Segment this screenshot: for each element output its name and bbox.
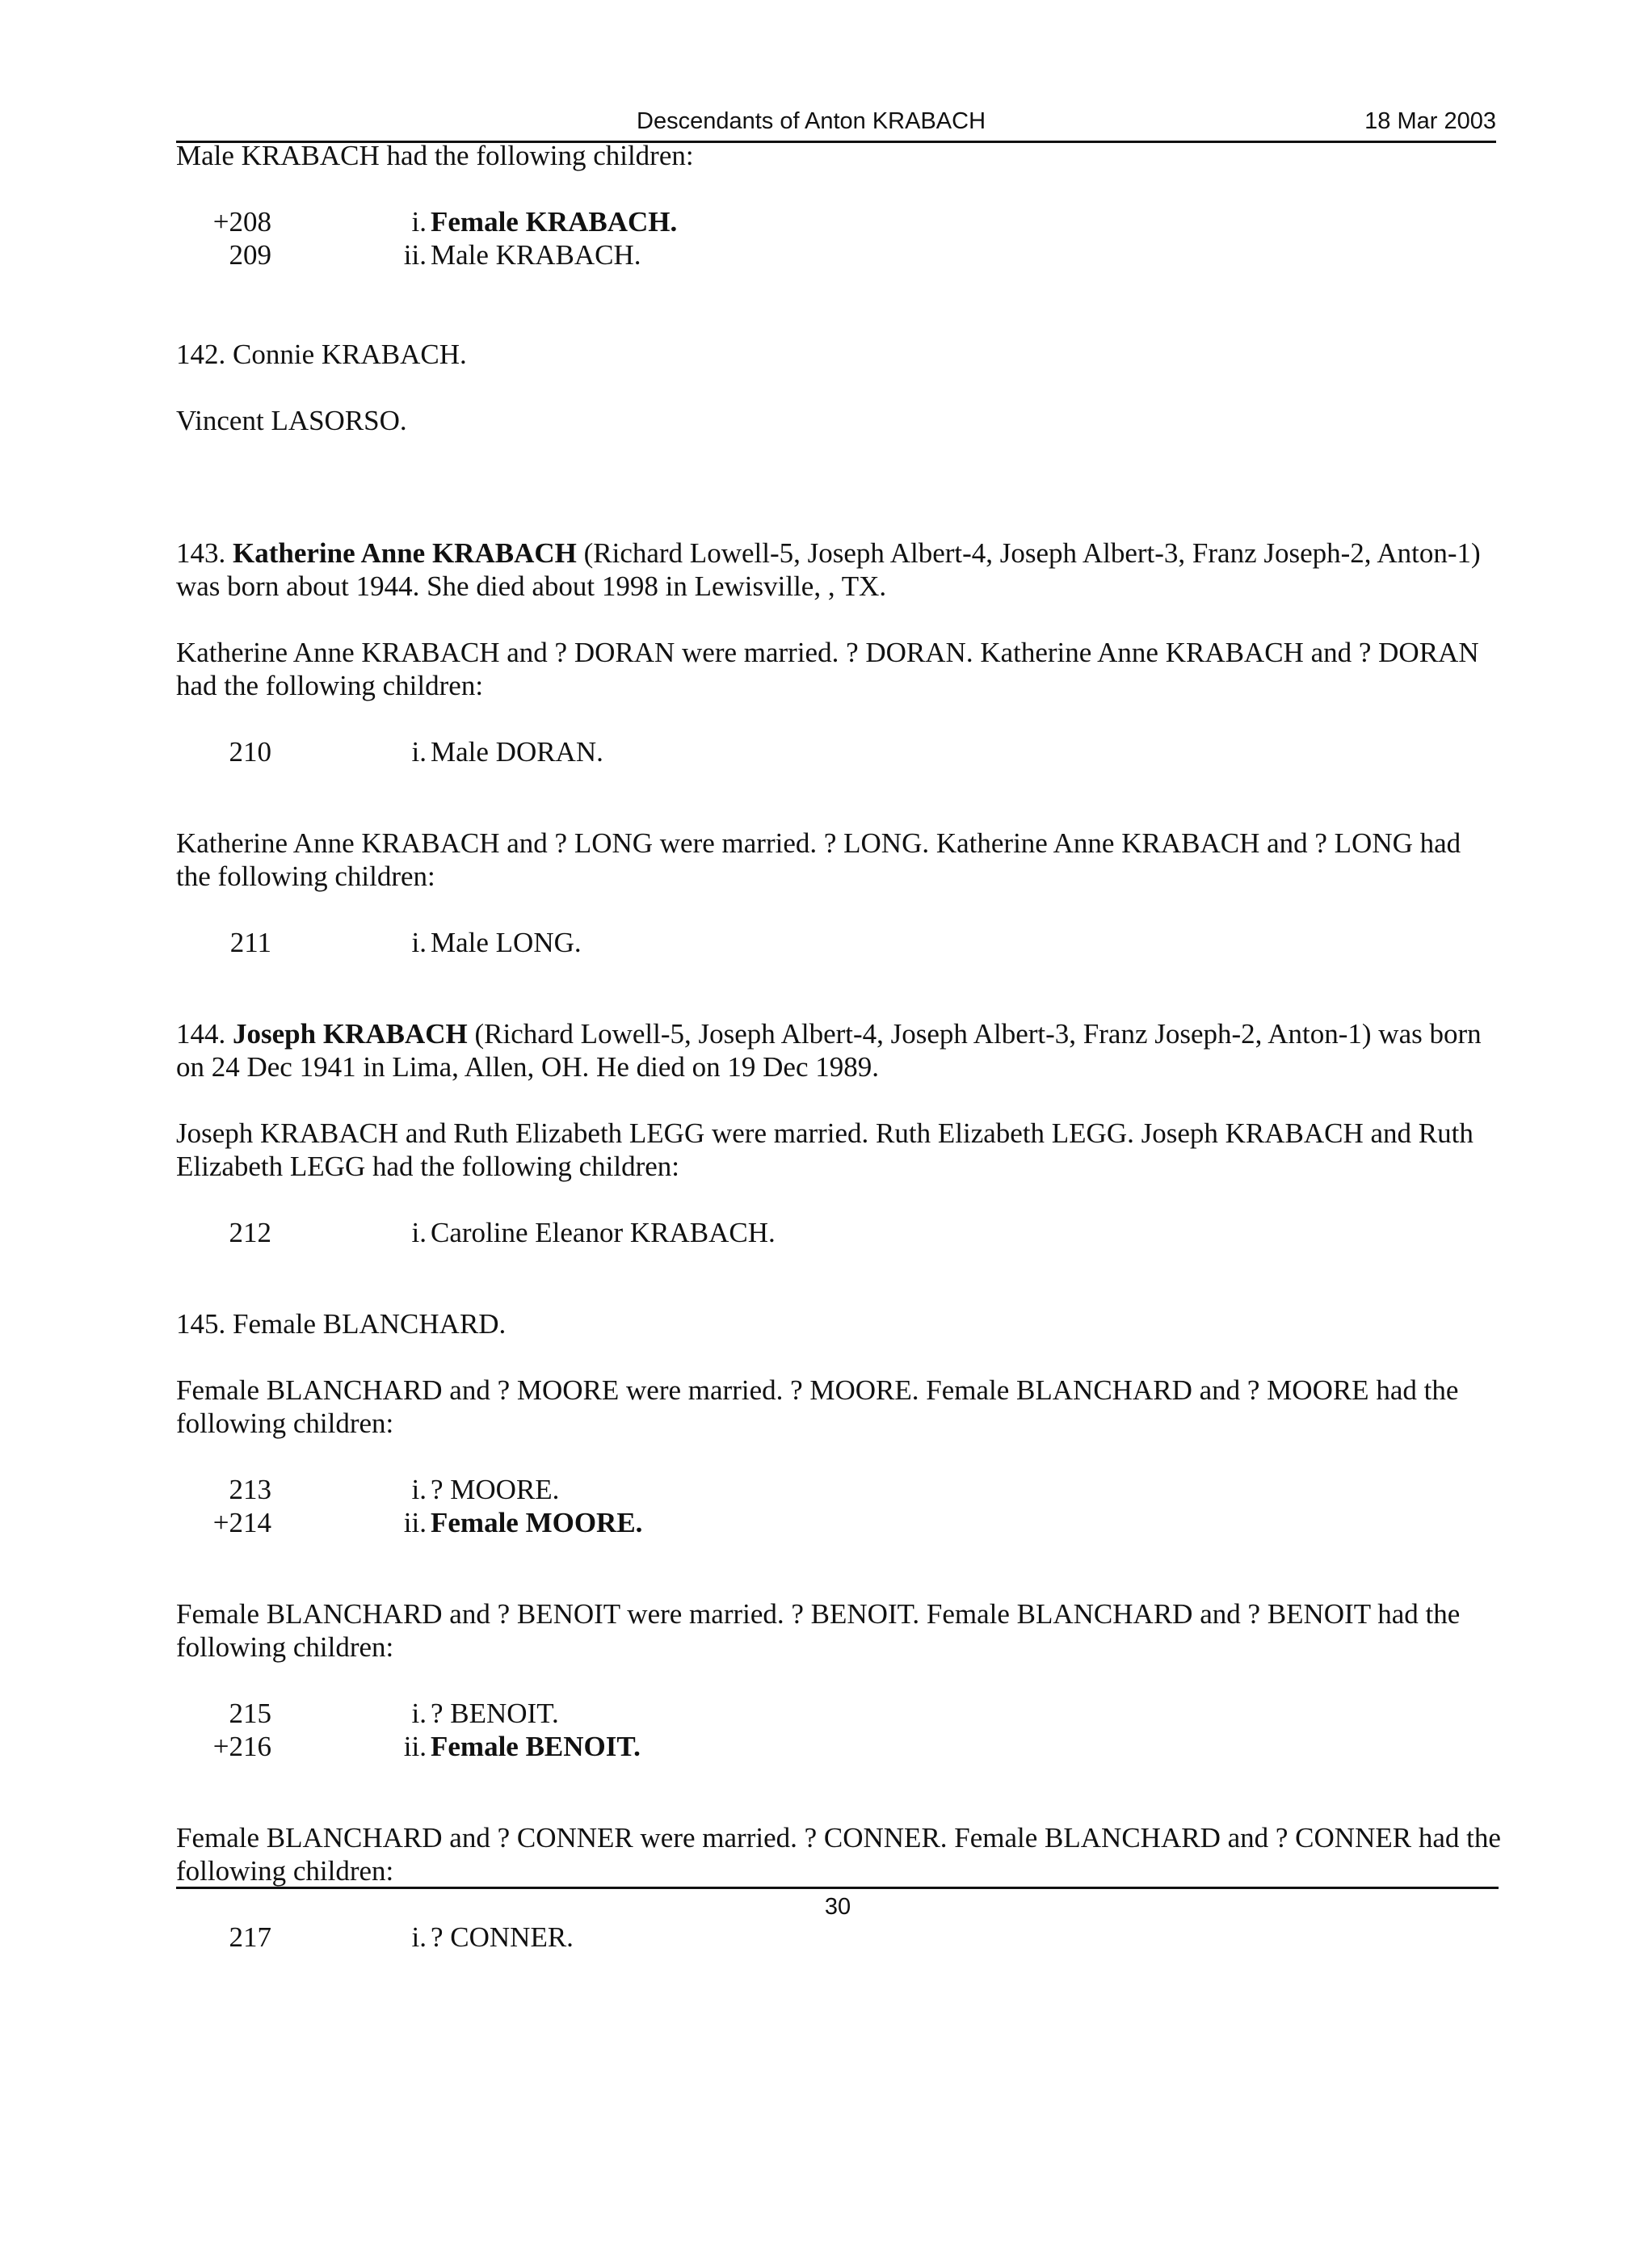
child-ordinal: i. [411,1474,427,1505]
s145-marriage-3: Female BLANCHARD and ? CONNER were married. ? CONNER. Female BLANCHARD and ? CONNER had the following children: [176,1822,1501,1887]
child-name: Male DORAN. [431,736,603,768]
child-ordinal: i. [411,736,427,768]
child-name: Female KRABACH. [431,206,678,238]
child-ordinal: i. [411,1921,427,1953]
header-title: Descendants of Anton KRABACH [637,108,986,134]
s143-marriage-1: Katherine Anne KRABACH and ? DORAN were married. ? DORAN. Katherine Anne KRABACH and ? DORAN had the following children: [176,637,1479,701]
s143-marriage-2: Katherine Anne KRABACH and ? LONG were married. ? LONG. Katherine Anne KRABACH and ? LONG had the following children: [176,827,1461,892]
child-name: Caroline Eleanor KRABACH. [431,1217,776,1248]
child-number: +214 [212,1507,271,1538]
child-row [176,735,1501,768]
child-row [176,926,1501,959]
child-row [176,1921,1501,1954]
page-header [176,103,1496,143]
child-ordinal: ii. [403,1731,427,1762]
child-row [176,1506,1501,1539]
s144-marriage: Joseph KRABACH and Ruth Elizabeth LEGG were married. Ruth Elizabeth LEGG. Joseph KRABACH and Ruth Elizabeth LEGG had the following children: [176,1117,1474,1182]
child-number: 213 [229,1474,271,1505]
page-content [176,139,1501,1954]
child-number: 212 [229,1217,271,1248]
child-number: 209 [229,239,271,271]
s143-person-name: Katherine Anne KRABACH [233,537,577,569]
s142-heading: 142. Connie KRABACH. [176,339,467,370]
child-name: ? MOORE. [431,1474,560,1505]
s145-marriage-1: Female BLANCHARD and ? MOORE were married. ? MOORE. Female BLANCHARD and ? MOORE had the following children: [176,1374,1459,1439]
child-name: Female BENOIT. [431,1731,641,1762]
child-number: 217 [229,1921,271,1953]
child-number: +208 [212,206,271,238]
child-ordinal: ii. [403,239,427,271]
child-number: 215 [229,1698,271,1729]
s143-bio: (Richard Lowell-5, Joseph Albert-4, Joseph Albert-3, Franz Joseph-2, Anton-1) was born about 1944. She died about 1998 in Lewisville, , TX. [176,537,1481,602]
s145-marriage-2: Female BLANCHARD and ? BENOIT were married. ? BENOIT. Female BLANCHARD and ? BENOIT had the following children: [176,1598,1461,1663]
s144-bio: (Richard Lowell-5, Joseph Albert-4, Joseph Albert-3, Franz Joseph-2, Anton-1) was born on 24 Dec 1941 in Lima, Allen, OH. He died on 19 Dec 1989. [176,1018,1482,1083]
s141-intro: Male KRABACH had the following children: [176,140,694,171]
child-name: ? BENOIT. [431,1698,559,1729]
child-row [176,1730,1501,1763]
child-row [176,238,1501,271]
child-number: 210 [229,736,271,768]
footer-divider [176,1887,1499,1889]
s144-entry [176,1017,1501,1084]
child-row [176,205,1501,238]
s144-number: 144. [176,1018,226,1050]
s143-entry [176,536,1501,603]
child-name: Male LONG. [431,927,582,958]
child-ordinal: ii. [403,1507,427,1538]
header-date: 18 Mar 2003 [1364,108,1496,134]
child-number: +216 [212,1731,271,1762]
child-number: 211 [229,927,271,958]
child-ordinal: i. [411,927,427,958]
page-number: 30 [824,1894,851,1920]
child-name: Male KRABACH. [431,239,641,271]
s142-spouse: Vincent LASORSO. [176,405,407,436]
child-row [176,1697,1501,1730]
s143-number: 143. [176,537,226,569]
s145-heading: 145. Female BLANCHARD. [176,1308,507,1340]
child-name: ? CONNER. [431,1921,574,1953]
child-row [176,1216,1501,1249]
s144-person-name: Joseph KRABACH [233,1018,468,1050]
child-name: Female MOORE. [431,1507,643,1538]
child-row [176,1473,1501,1506]
child-ordinal: i. [411,1698,427,1729]
child-ordinal: i. [411,206,427,238]
child-ordinal: i. [411,1217,427,1248]
